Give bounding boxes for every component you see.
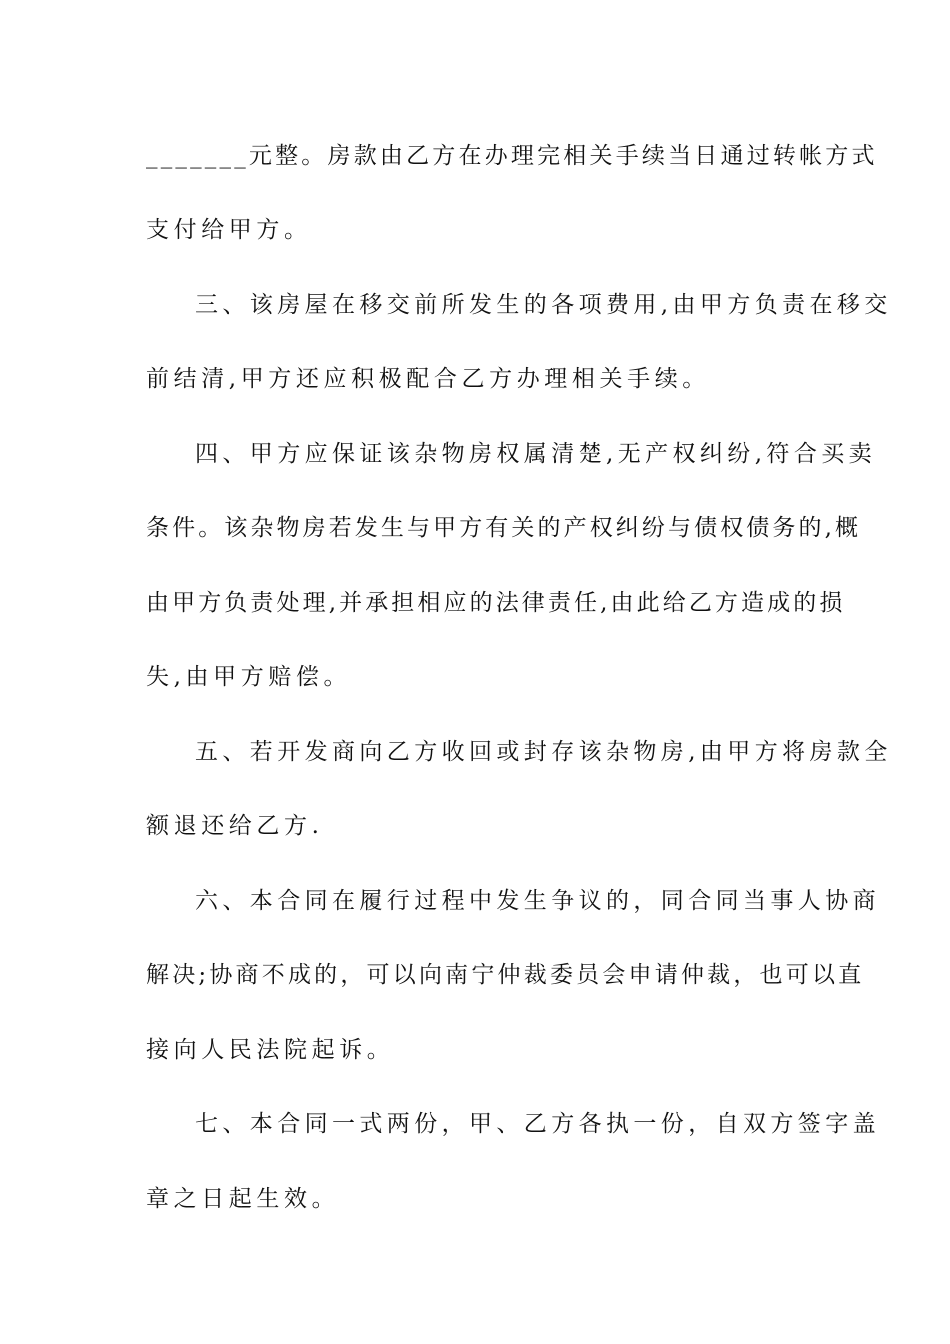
text-line: 前结清,甲方还应积极配合乙方办理相关手续。 [146, 366, 710, 392]
text-line: 四、甲方应保证该杂物房权属清楚,无产权纠纷,符合买卖 [195, 441, 877, 467]
text-line: 接向人民法院起诉。 [146, 1037, 395, 1063]
text-line: 解决;协商不成的，可以向南宁仲裁委员会申请仲裁，也可以直 [146, 962, 865, 988]
text-line: 六、本合同在履行过程中发生争议的，同合同当事人协商 [195, 888, 880, 914]
text-line: 章之日起生效。 [146, 1186, 340, 1212]
text-line: 七、本合同一式两份，甲、乙方各执一份，自双方签字盖 [195, 1111, 880, 1137]
text-line: _______元整。房款由乙方在办理完相关手续当日通过转帐方式 [146, 143, 878, 169]
text-line: 五、若开发商向乙方收回或封存该杂物房,由甲方将房款全 [195, 739, 892, 765]
text-line: 额退还给乙方. [146, 813, 324, 839]
text-line: 三、该房屋在移交前所发生的各项费用,由甲方负责在移交 [195, 292, 892, 318]
text-line: 失,由甲方赔偿。 [146, 664, 352, 690]
text-line: 条件。该杂物房若发生与甲方有关的产权纠纷与债权债务的,概 [146, 515, 862, 541]
text-line: 由甲方负责处理,并承担相应的法律责任,由此给乙方造成的损 [146, 590, 846, 616]
text-line: 支付给甲方。 [146, 217, 312, 243]
